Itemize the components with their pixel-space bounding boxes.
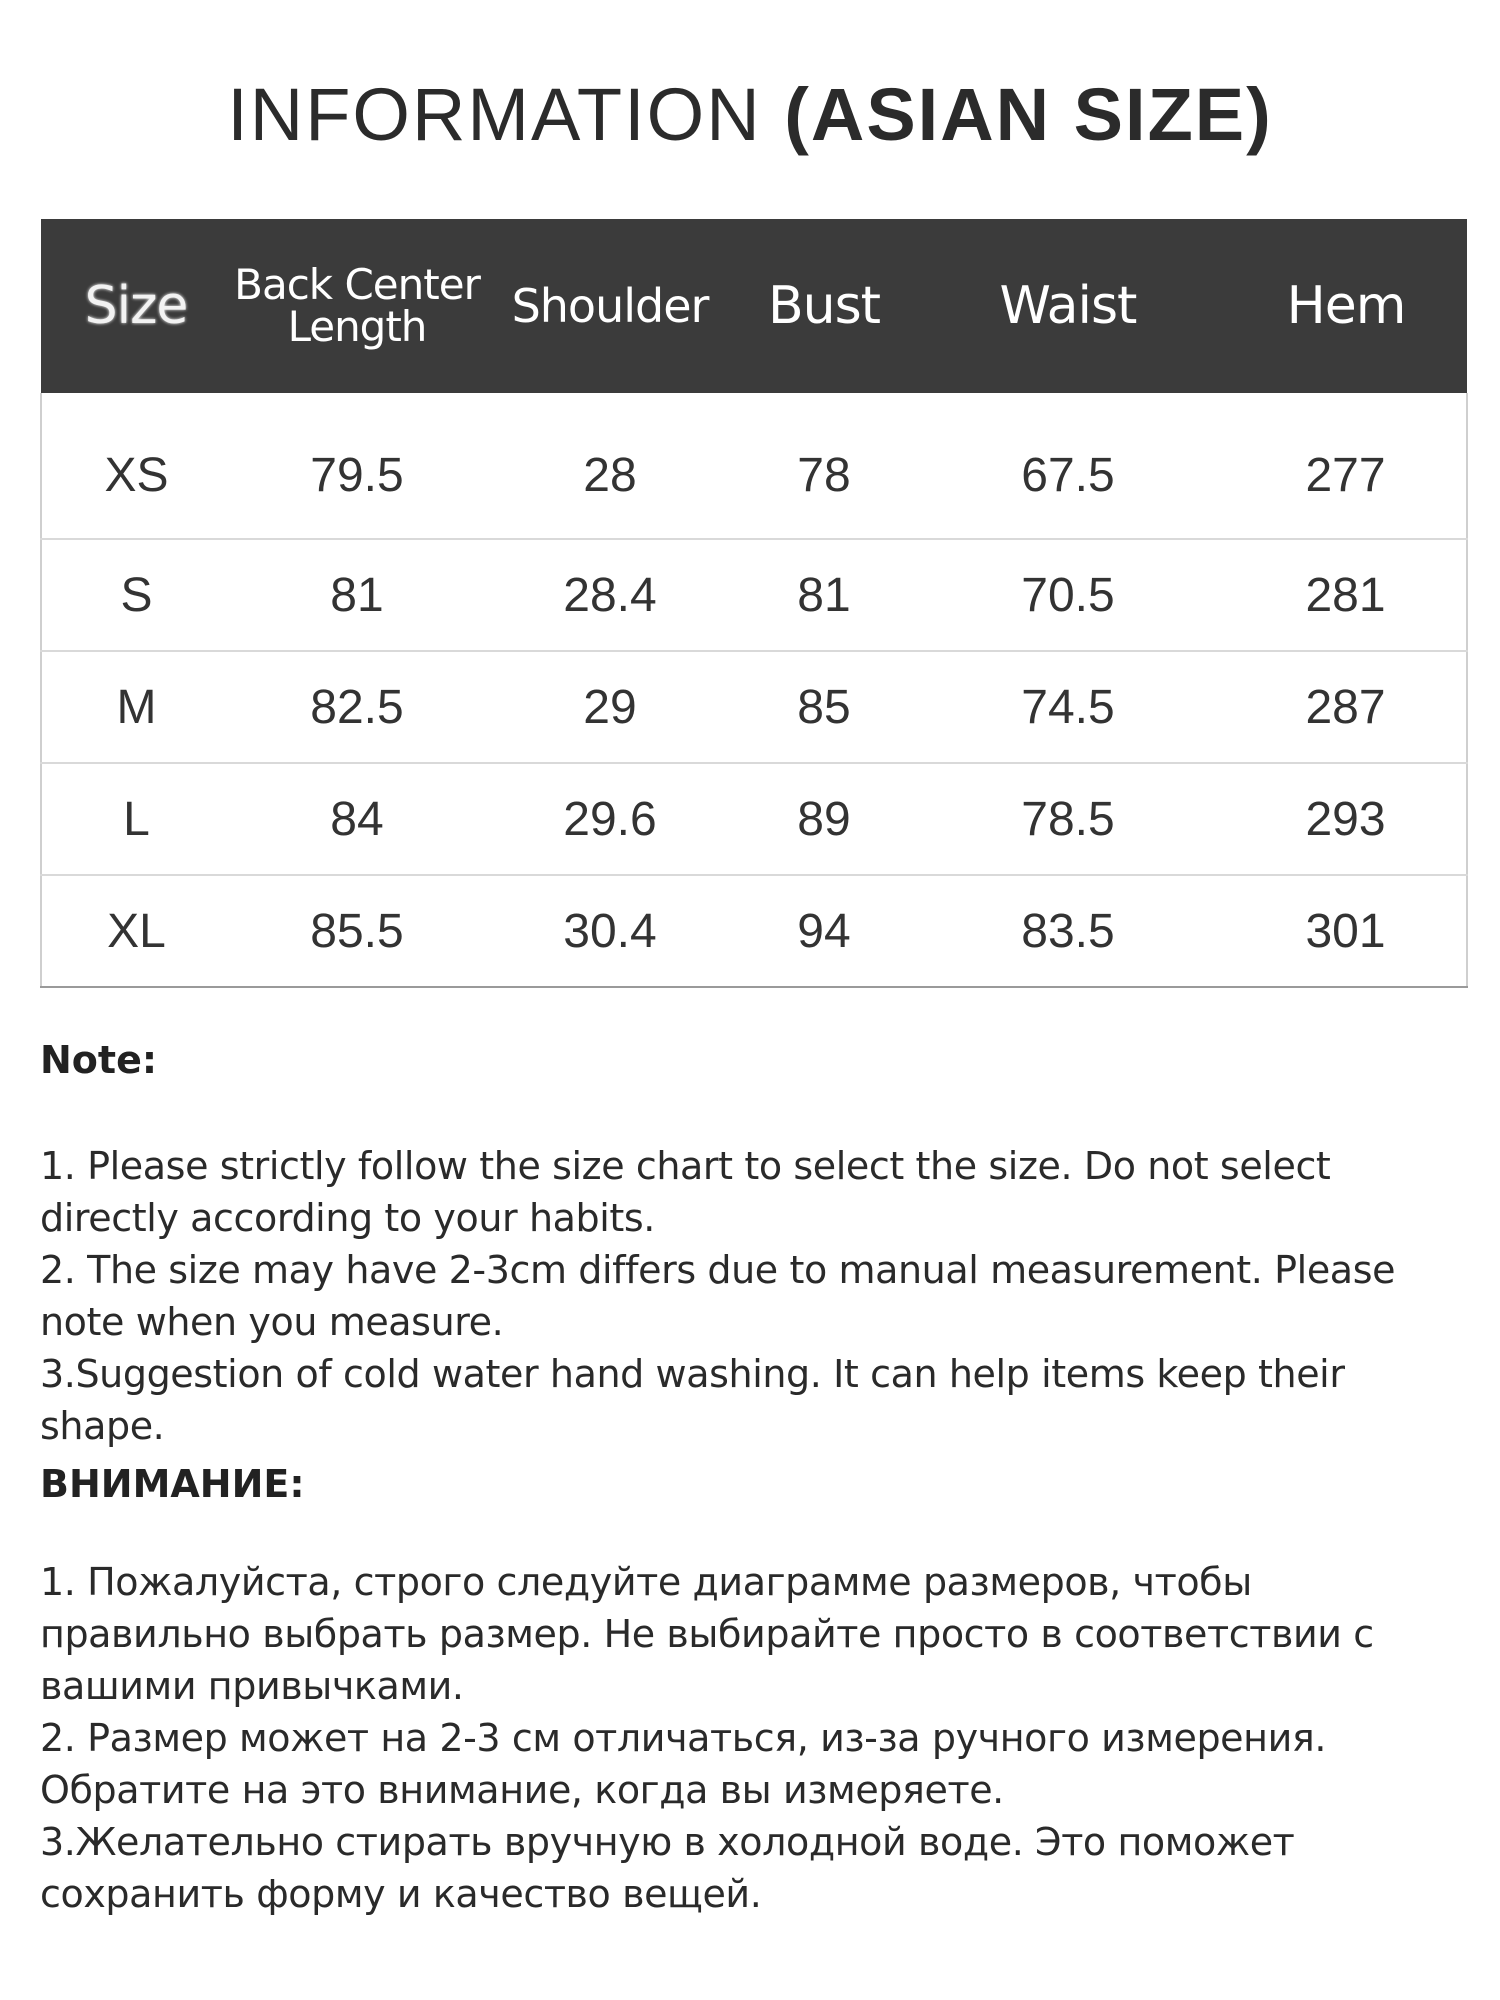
attention-item: 1. Пожалуйста, строго следуйте диаграмме размеров, чтобы правильно выбрать размер. Не выбирайте просто в соответствии с вашими привычками. [40,1560,1374,1708]
note-item: 2. The size may have 2-3cm differs due to manual measurement. Please note when you measure. [40,1248,1396,1344]
cell-hem: 301 [1225,875,1467,987]
cell-back-center-length: 82.5 [231,651,483,763]
column-header-shoulder: Shoulder [483,219,737,393]
cell-hem: 281 [1225,539,1467,651]
cell-hem: 287 [1225,651,1467,763]
header-row [41,219,1467,393]
note-heading: Note: [40,1038,158,1082]
column-header-bust: Bust [737,219,911,393]
column-header-waist: Waist [911,219,1225,393]
cell-bust: 78 [737,393,911,539]
size-chart-body [41,393,1467,987]
cell-waist: 78.5 [911,763,1225,875]
cell-back-center-length: 84 [231,763,483,875]
column-header-hem: Hem [1225,219,1467,393]
cell-bust: 81 [737,539,911,651]
note-list [40,1140,1470,1452]
table-row [41,875,1467,987]
attention-item: 3.Желательно стирать вручную в холодной воде. Это поможет сохранить форму и качество вещей. [40,1820,1295,1916]
page-title [0,70,1500,160]
note-item: 1. Please strictly follow the size chart to select the size. Do not select directly according to your habits. [40,1144,1331,1240]
cell-bust: 89 [737,763,911,875]
column-header-size: Size [41,219,231,393]
cell-shoulder: 28.4 [483,539,737,651]
cell-size: M [41,651,231,763]
attention-heading: ВНИМАНИЕ: [40,1462,305,1506]
cell-hem: 293 [1225,763,1467,875]
cell-size: S [41,539,231,651]
attention-list [40,1556,1470,1920]
cell-bust: 85 [737,651,911,763]
cell-back-center-length: 79.5 [231,393,483,539]
column-header-back-center-length: Back Center Length [231,219,483,393]
table-row [41,539,1467,651]
cell-waist: 70.5 [911,539,1225,651]
cell-shoulder: 29 [483,651,737,763]
table-row [41,393,1467,539]
cell-back-center-length: 81 [231,539,483,651]
cell-shoulder: 28 [483,393,737,539]
cell-waist: 67.5 [911,393,1225,539]
cell-hem: 277 [1225,393,1467,539]
cell-size: XL [41,875,231,987]
title-main: INFORMATION [227,73,785,156]
size-chart-table [40,219,1468,988]
cell-size: XS [41,393,231,539]
cell-shoulder: 30.4 [483,875,737,987]
cell-shoulder: 29.6 [483,763,737,875]
size-chart-header [41,219,1467,393]
cell-size: L [41,763,231,875]
note-item: 3.Suggestion of cold water hand washing. It can help items keep their shape. [40,1352,1345,1448]
attention-item: 2. Размер может на 2-3 см отличаться, из-за ручного измерения. Обратите на это внимание, когда вы измеряете. [40,1716,1327,1812]
title-qualifier: (ASIAN SIZE) [784,73,1273,156]
cell-waist: 74.5 [911,651,1225,763]
table-row [41,651,1467,763]
table-row [41,763,1467,875]
cell-bust: 94 [737,875,911,987]
cell-waist: 83.5 [911,875,1225,987]
cell-back-center-length: 85.5 [231,875,483,987]
